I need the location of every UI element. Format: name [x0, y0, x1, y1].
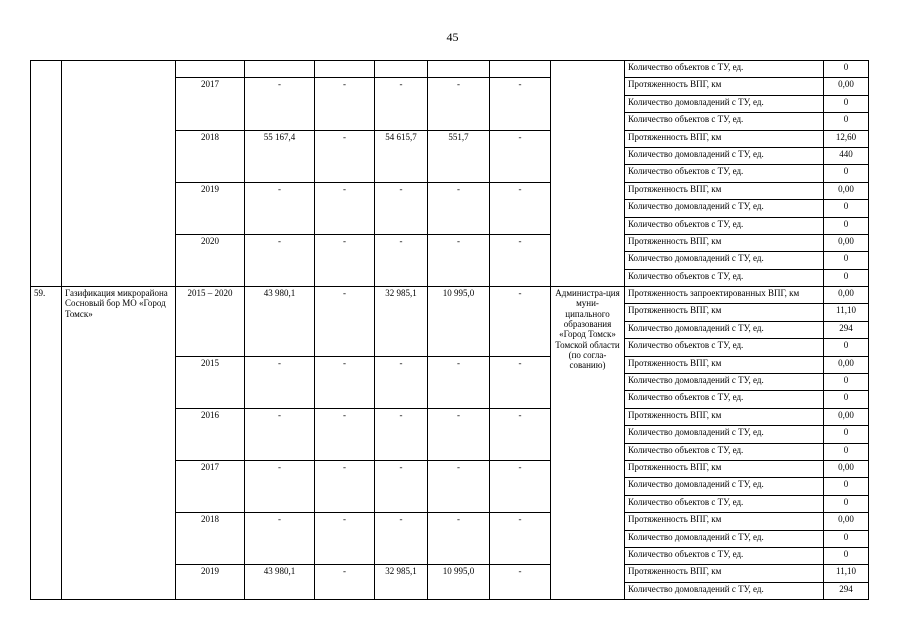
- indicator-value-cell: 0,00: [824, 408, 869, 425]
- indicator-value-cell: 0,00: [824, 513, 869, 530]
- indicator-value-cell: 12,60: [824, 130, 869, 147]
- other-cell: -: [490, 513, 551, 565]
- local-cell: -: [428, 513, 490, 565]
- indicator-name-cell: Количество объектов с ТУ, ед.: [625, 391, 824, 408]
- indicator-value-cell: 0: [824, 530, 869, 547]
- indicator-name-cell: Протяженность запроектированных ВПГ, км: [625, 287, 824, 304]
- regional-cell: -: [375, 234, 428, 286]
- federal-cell: -: [315, 234, 375, 286]
- indicator-value-cell: 0,00: [824, 182, 869, 199]
- year-cell: 2018: [176, 130, 245, 182]
- indicator-name-cell: Количество объектов с ТУ, ед.: [625, 547, 824, 564]
- indicator-name-cell: Количество объектов с ТУ, ед.: [625, 113, 824, 130]
- indicator-name-cell: Количество домовладений с ТУ, ед.: [625, 478, 824, 495]
- table-row: [31, 61, 869, 78]
- local-cell: -: [428, 78, 490, 130]
- indicator-name-cell: Количество объектов с ТУ, ед.: [625, 443, 824, 460]
- indicator-value-cell: 0: [824, 217, 869, 234]
- indicator-name-cell: Количество объектов с ТУ, ед.: [625, 495, 824, 512]
- local-cell: -: [428, 460, 490, 512]
- indicator-value-cell: 0,00: [824, 287, 869, 304]
- indicator-name-cell: Количество домовладений с ТУ, ед.: [625, 252, 824, 269]
- regional-cell: [375, 61, 428, 78]
- total-cell: -: [245, 408, 315, 460]
- indicator-value-cell: 0,00: [824, 78, 869, 95]
- indicator-name-cell: Количество объектов с ТУ, ед.: [625, 339, 824, 356]
- indicator-name-cell: Протяженность ВПГ, км: [625, 78, 824, 95]
- local-cell: 10 995,0: [428, 287, 490, 357]
- indicator-value-cell: 11,10: [824, 565, 869, 582]
- total-cell: -: [245, 356, 315, 408]
- regional-cell: -: [375, 182, 428, 234]
- year-cell: 2015 – 2020: [176, 287, 245, 357]
- indicator-value-cell: 0: [824, 547, 869, 564]
- local-cell: [428, 61, 490, 78]
- other-cell: -: [490, 78, 551, 130]
- other-cell: -: [490, 130, 551, 182]
- item-number-cell: 59.: [31, 287, 62, 600]
- indicator-name-cell: Протяженность ВПГ, км: [625, 460, 824, 477]
- local-cell: -: [428, 234, 490, 286]
- indicator-name-cell: Протяженность ВПГ, км: [625, 304, 824, 321]
- indicator-name-cell: Протяженность ВПГ, км: [625, 513, 824, 530]
- year-cell: 2015: [176, 356, 245, 408]
- total-cell: -: [245, 513, 315, 565]
- indicator-name-cell: Протяженность ВПГ, км: [625, 234, 824, 251]
- other-cell: -: [490, 234, 551, 286]
- indicator-value-cell: 11,10: [824, 304, 869, 321]
- program-table: [30, 60, 869, 600]
- regional-cell: -: [375, 78, 428, 130]
- year-cell: 2018: [176, 513, 245, 565]
- federal-cell: -: [315, 408, 375, 460]
- indicator-value-cell: 440: [824, 147, 869, 164]
- regional-cell: 32 985,1: [375, 287, 428, 357]
- other-cell: -: [490, 460, 551, 512]
- indicator-value-cell: 294: [824, 321, 869, 338]
- indicator-value-cell: 0: [824, 113, 869, 130]
- local-cell: -: [428, 356, 490, 408]
- local-cell: 10 995,0: [428, 565, 490, 600]
- indicator-name-cell: Количество объектов с ТУ, ед.: [625, 61, 824, 78]
- regional-cell: 32 985,1: [375, 565, 428, 600]
- year-cell: [176, 61, 245, 78]
- indicator-name-cell: Количество домовладений с ТУ, ед.: [625, 582, 824, 599]
- other-cell: -: [490, 565, 551, 600]
- indicator-name-cell: Протяженность ВПГ, км: [625, 130, 824, 147]
- local-cell: -: [428, 182, 490, 234]
- indicator-name-cell: Протяженность ВПГ, км: [625, 408, 824, 425]
- year-cell: 2020: [176, 234, 245, 286]
- indicator-name-cell: Протяженность ВПГ, км: [625, 565, 824, 582]
- total-cell: 43 980,1: [245, 287, 315, 357]
- other-cell: [490, 61, 551, 78]
- year-cell: 2016: [176, 408, 245, 460]
- other-cell: -: [490, 182, 551, 234]
- indicator-value-cell: 0: [824, 426, 869, 443]
- regional-cell: -: [375, 513, 428, 565]
- indicator-value-cell: 0: [824, 95, 869, 112]
- indicator-value-cell: 0: [824, 252, 869, 269]
- indicator-value-cell: 0: [824, 339, 869, 356]
- federal-cell: -: [315, 130, 375, 182]
- federal-cell: -: [315, 182, 375, 234]
- total-cell: [245, 61, 315, 78]
- total-cell: -: [245, 78, 315, 130]
- other-cell: -: [490, 408, 551, 460]
- regional-cell: -: [375, 356, 428, 408]
- year-cell: 2017: [176, 78, 245, 130]
- year-cell: 2019: [176, 565, 245, 600]
- indicator-name-cell: Протяженность ВПГ, км: [625, 182, 824, 199]
- indicator-name-cell: Количество объектов с ТУ, ед.: [625, 269, 824, 286]
- total-cell: 43 980,1: [245, 565, 315, 600]
- indicator-name-cell: Количество объектов с ТУ, ед.: [625, 165, 824, 182]
- indicator-value-cell: 0: [824, 374, 869, 391]
- other-cell: -: [490, 356, 551, 408]
- executor-cell: Администра-ция муни-ципального образования «Город Томск» Томской области (по согла-сованию): [551, 287, 625, 600]
- page-number: 45: [446, 30, 459, 44]
- indicator-value-cell: 0: [824, 443, 869, 460]
- executor-cell: [551, 61, 625, 287]
- indicator-value-cell: 0: [824, 165, 869, 182]
- item-number-cell: [31, 61, 62, 287]
- local-cell: 551,7: [428, 130, 490, 182]
- indicator-name-cell: Количество домовладений с ТУ, ед.: [625, 147, 824, 164]
- federal-cell: -: [315, 287, 375, 357]
- indicator-name-cell: Протяженность ВПГ, км: [625, 356, 824, 373]
- regional-cell: 54 615,7: [375, 130, 428, 182]
- indicator-name-cell: Количество домовладений с ТУ, ед.: [625, 95, 824, 112]
- indicator-name-cell: Количество объектов с ТУ, ед.: [625, 217, 824, 234]
- indicator-value-cell: 294: [824, 582, 869, 599]
- federal-cell: -: [315, 78, 375, 130]
- indicator-value-cell: 0: [824, 200, 869, 217]
- indicator-value-cell: 0: [824, 478, 869, 495]
- indicator-value-cell: 0,00: [824, 356, 869, 373]
- federal-cell: -: [315, 513, 375, 565]
- local-cell: -: [428, 408, 490, 460]
- indicator-name-cell: Количество домовладений с ТУ, ед.: [625, 374, 824, 391]
- item-name-cell: [62, 61, 176, 287]
- indicator-name-cell: Количество домовладений с ТУ, ед.: [625, 426, 824, 443]
- indicator-name-cell: Количество домовладений с ТУ, ед.: [625, 200, 824, 217]
- regional-cell: -: [375, 460, 428, 512]
- indicator-name-cell: Количество домовладений с ТУ, ед.: [625, 321, 824, 338]
- year-cell: 2019: [176, 182, 245, 234]
- indicator-name-cell: Количество домовладений с ТУ, ед.: [625, 530, 824, 547]
- indicator-value-cell: 0: [824, 391, 869, 408]
- total-cell: -: [245, 460, 315, 512]
- regional-cell: -: [375, 408, 428, 460]
- year-cell: 2017: [176, 460, 245, 512]
- total-cell: -: [245, 182, 315, 234]
- federal-cell: -: [315, 565, 375, 600]
- other-cell: -: [490, 287, 551, 357]
- indicator-value-cell: 0,00: [824, 234, 869, 251]
- indicator-value-cell: 0: [824, 495, 869, 512]
- indicator-value-cell: 0,00: [824, 460, 869, 477]
- federal-cell: -: [315, 356, 375, 408]
- total-cell: 55 167,4: [245, 130, 315, 182]
- item-name-cell: Газификация микрорайона Сосновый бор МО «Город Томск»: [62, 287, 176, 600]
- total-cell: -: [245, 234, 315, 286]
- indicator-value-cell: 0: [824, 61, 869, 78]
- federal-cell: -: [315, 460, 375, 512]
- federal-cell: [315, 61, 375, 78]
- indicator-value-cell: 0: [824, 269, 869, 286]
- table-row: [31, 287, 869, 304]
